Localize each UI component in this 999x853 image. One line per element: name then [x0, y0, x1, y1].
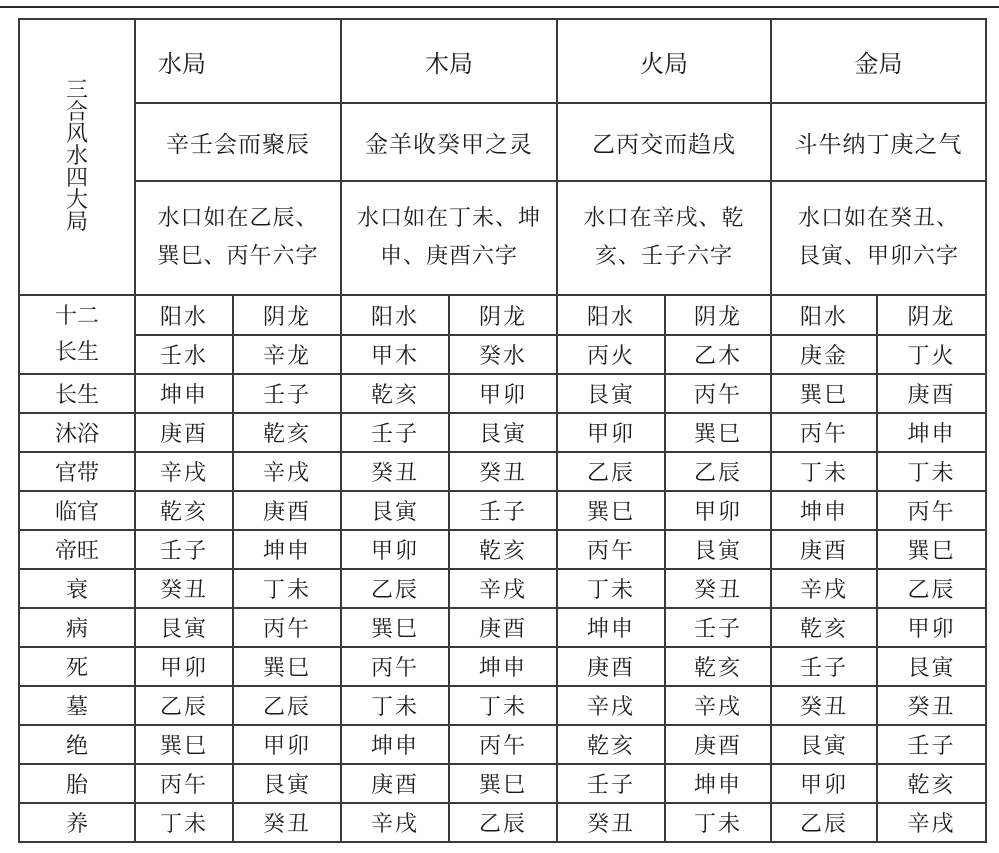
sanhe-fengshui-table [18, 18, 987, 843]
stage-cell: 艮寅 [341, 491, 449, 530]
sub-header: 阳水 [557, 295, 665, 335]
stage-cell: 巽巳 [771, 374, 877, 413]
stage-row-label: 临官 [19, 491, 135, 530]
stage-row [19, 647, 986, 686]
stage-cell: 乾亥 [135, 491, 233, 530]
stage-cell: 巽巳 [877, 530, 986, 569]
stage-row [19, 374, 986, 413]
bureau-water-header: 水局 [135, 19, 341, 103]
origin-cell: 丙火 [557, 335, 665, 374]
bureau-metal-mouth [771, 181, 986, 295]
stage-cell: 丙午 [665, 374, 771, 413]
stage-row [19, 686, 986, 725]
stage-row [19, 764, 986, 803]
stage-cell: 艮寅 [233, 764, 341, 803]
origin-cell: 癸水 [449, 335, 557, 374]
stage-cell: 坤申 [233, 530, 341, 569]
stage-row-label: 病 [19, 608, 135, 647]
stage-cell: 壬子 [877, 725, 986, 764]
title-char: 四 [65, 166, 88, 191]
stage-cell: 乙辰 [665, 452, 771, 491]
stage-row [19, 569, 986, 608]
stage-row-label: 官带 [19, 452, 135, 491]
stage-cell: 庚酉 [233, 491, 341, 530]
stage-cell: 庚酉 [449, 608, 557, 647]
title-char: 大 [65, 188, 88, 213]
twelve-stages-label [19, 295, 135, 374]
stage-row-label: 衰 [19, 569, 135, 608]
stage-cell: 艮寅 [135, 608, 233, 647]
title-char: 水 [65, 144, 88, 169]
title-char: 风 [65, 122, 88, 147]
stage-cell: 艮寅 [449, 413, 557, 452]
stage-cell: 庚酉 [135, 413, 233, 452]
bureau-water-verse: 辛壬会而聚辰 [135, 103, 341, 181]
stage-cell: 巽巳 [665, 413, 771, 452]
stage-cell: 癸丑 [449, 452, 557, 491]
stage-row [19, 491, 986, 530]
bureau-fire-mouth [557, 181, 771, 295]
stage-cell: 乙辰 [135, 686, 233, 725]
stage-cell: 甲卯 [341, 530, 449, 569]
stage-cell: 坤申 [135, 374, 233, 413]
stage-cell: 丁未 [341, 686, 449, 725]
title-char: 三 [65, 78, 88, 103]
mouth-line: 水口在辛戌、乾 [583, 206, 745, 231]
bureau-wood-mouth [341, 181, 557, 295]
stage-cell: 甲卯 [771, 764, 877, 803]
stage-row-label: 养 [19, 803, 135, 842]
stage-cell: 辛戌 [233, 452, 341, 491]
stage-cell: 乾亥 [665, 647, 771, 686]
stage-cell: 庚酉 [557, 647, 665, 686]
stage-row-label: 沐浴 [19, 413, 135, 452]
stage-cell: 壬子 [771, 647, 877, 686]
stage-label-line: 十二 [54, 303, 99, 329]
stage-cell: 癸丑 [771, 686, 877, 725]
stage-cell: 乙辰 [877, 569, 986, 608]
stage-cell: 丁未 [233, 569, 341, 608]
bureau-fire-verse: 乙丙交而趋戌 [557, 103, 771, 181]
stage-cell: 癸丑 [233, 803, 341, 842]
stage-cell: 壬子 [449, 491, 557, 530]
stage-cell: 辛戌 [135, 452, 233, 491]
stage-cell: 坤申 [771, 491, 877, 530]
stage-cell: 巽巳 [449, 764, 557, 803]
sub-header: 阳水 [341, 295, 449, 335]
stage-cell: 巽巳 [233, 647, 341, 686]
stage-cell: 辛戌 [449, 569, 557, 608]
stage-cell: 癸丑 [665, 569, 771, 608]
stage-cell: 巽巳 [135, 725, 233, 764]
origin-cell: 庚金 [771, 335, 877, 374]
stage-cell: 甲卯 [665, 491, 771, 530]
mouth-line: 亥、壬子六字 [594, 244, 733, 269]
sub-header: 阴龙 [233, 295, 341, 335]
stage-cell: 乙辰 [341, 569, 449, 608]
stage-cell: 辛戌 [665, 686, 771, 725]
stage-cell: 乾亥 [449, 530, 557, 569]
stage-row [19, 413, 986, 452]
stage-cell: 丁未 [665, 803, 771, 842]
stage-cell: 丁未 [135, 803, 233, 842]
top-border-line [0, 6, 999, 8]
sub-header: 阴龙 [665, 295, 771, 335]
stage-cell: 壬子 [135, 530, 233, 569]
stage-cell: 甲卯 [449, 374, 557, 413]
mouth-line: 水口如在丁未、坤 [356, 206, 541, 231]
stage-cell: 艮寅 [877, 647, 986, 686]
stage-cell: 庚酉 [771, 530, 877, 569]
stage-cell: 乾亥 [771, 608, 877, 647]
mouth-line: 巽巳、丙午六字 [157, 244, 319, 269]
stage-cell: 乾亥 [233, 413, 341, 452]
origin-cell: 壬水 [135, 335, 233, 374]
stage-cell: 丙午 [449, 725, 557, 764]
stage-cell: 丙午 [341, 647, 449, 686]
origin-cell: 丁火 [877, 335, 986, 374]
stage-cell: 癸丑 [877, 686, 986, 725]
stage-cell: 乙辰 [557, 452, 665, 491]
stage-row [19, 803, 986, 842]
stage-row [19, 452, 986, 491]
stage-cell: 乾亥 [341, 374, 449, 413]
stage-label-line: 长生 [54, 339, 99, 365]
sub-header: 阴龙 [877, 295, 986, 335]
bureau-wood-header: 木局 [341, 19, 557, 103]
stage-cell: 乙辰 [449, 803, 557, 842]
table-title-cell [19, 19, 135, 295]
stage-cell: 甲卯 [233, 725, 341, 764]
stage-cell: 壬子 [341, 413, 449, 452]
stage-cell: 丙午 [771, 413, 877, 452]
stage-cell: 甲卯 [557, 413, 665, 452]
stage-cell: 壬子 [557, 764, 665, 803]
stage-cell: 辛戌 [771, 569, 877, 608]
stage-cell: 丁未 [449, 686, 557, 725]
stage-row-label: 墓 [19, 686, 135, 725]
stage-cell: 巽巳 [341, 608, 449, 647]
bureau-metal-header: 金局 [771, 19, 986, 103]
title-char: 局 [65, 210, 88, 235]
stage-cell: 坤申 [449, 647, 557, 686]
stage-cell: 乾亥 [557, 725, 665, 764]
mouth-line: 申、庚酉六字 [379, 244, 518, 269]
stage-cell: 坤申 [557, 608, 665, 647]
stage-cell: 辛戌 [557, 686, 665, 725]
stage-cell: 癸丑 [341, 452, 449, 491]
sub-header: 阴龙 [449, 295, 557, 335]
stage-cell: 丙午 [557, 530, 665, 569]
stage-cell: 甲卯 [877, 608, 986, 647]
stage-cell: 坤申 [665, 764, 771, 803]
stage-row-label: 长生 [19, 374, 135, 413]
mouth-line: 水口如在乙辰、 [157, 206, 319, 231]
stage-cell: 丙午 [135, 764, 233, 803]
stage-cell: 壬子 [665, 608, 771, 647]
stage-cell: 庚酉 [341, 764, 449, 803]
stage-cell: 乙辰 [233, 686, 341, 725]
stage-cell: 辛戌 [341, 803, 449, 842]
stage-row-label: 帝旺 [19, 530, 135, 569]
stage-cell: 艮寅 [557, 374, 665, 413]
title-char: 合 [65, 100, 88, 125]
bureau-fire-header: 火局 [557, 19, 771, 103]
stage-cell: 丁未 [771, 452, 877, 491]
stage-row-label: 死 [19, 647, 135, 686]
stage-cell: 辛戌 [877, 803, 986, 842]
stage-row-label: 胎 [19, 764, 135, 803]
stage-cell: 甲卯 [135, 647, 233, 686]
bureau-water-mouth [135, 181, 341, 295]
sub-header: 阳水 [771, 295, 877, 335]
origin-cell: 辛龙 [233, 335, 341, 374]
origin-cell: 乙木 [665, 335, 771, 374]
stage-row [19, 608, 986, 647]
stage-cell: 庚酉 [877, 374, 986, 413]
stage-cell: 乾亥 [877, 764, 986, 803]
stage-row-label: 绝 [19, 725, 135, 764]
stage-cell: 丙午 [233, 608, 341, 647]
mouth-line: 水口如在癸丑、 [797, 206, 959, 231]
stage-cell: 壬子 [233, 374, 341, 413]
bureau-wood-verse: 金羊收癸甲之灵 [341, 103, 557, 181]
stage-cell: 巽巳 [557, 491, 665, 530]
stage-cell: 癸丑 [557, 803, 665, 842]
stage-cell: 乙辰 [771, 803, 877, 842]
stage-cell: 丙午 [877, 491, 986, 530]
stage-cell: 丁未 [877, 452, 986, 491]
bureau-metal-verse: 斗牛纳丁庚之气 [771, 103, 986, 181]
stage-cell: 庚酉 [665, 725, 771, 764]
stage-cell: 艮寅 [771, 725, 877, 764]
stage-cell: 癸丑 [135, 569, 233, 608]
stage-cell: 艮寅 [665, 530, 771, 569]
sub-header: 阳水 [135, 295, 233, 335]
stage-cell: 坤申 [341, 725, 449, 764]
mouth-line: 艮寅、甲卯六字 [797, 244, 959, 269]
stage-row [19, 725, 986, 764]
stage-cell: 坤申 [877, 413, 986, 452]
origin-cell: 甲木 [341, 335, 449, 374]
stage-cell: 丁未 [557, 569, 665, 608]
stage-row [19, 530, 986, 569]
